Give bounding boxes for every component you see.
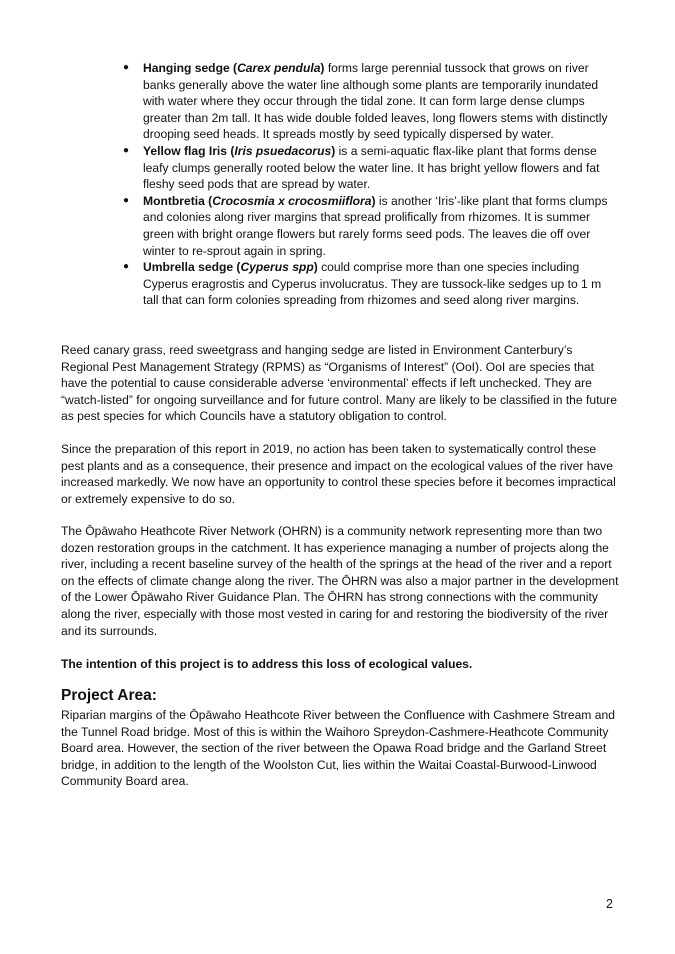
bullet-item-yellow-flag-iris xyxy=(113,143,618,193)
paragraph-ohrn: The Ōpāwaho Heathcote River Network (OHRN) is a community network representing more than two dozen restoration groups in the catchment. It has experience managing a number of projects along the river, including a recent baseline survey of the health of the springs at the head of the river and a report on the effects of climate change along the river. The ŌHRN was also a major partner in the development of the Lower Ōpāwaho River Guidance Plan. The ŌHRN has strong connections with the community along the river, especially with those most vested in caring for and restoring the biodiversity of the river and its surrounds. xyxy=(61,524,619,638)
bullet-icon: ● xyxy=(123,194,130,206)
species-description: is another ‘Iris’-like plant that forms clumps and colonies along river margins that spread prolifically from rhizomes. It is summer green with bright orange flowers but rarely forms seed pods. The leaves die off over winter to re-sprout again in spring. xyxy=(143,193,608,258)
bullet-item-montbretia xyxy=(113,193,618,259)
species-name: Umbrella sedge (Cyperus spp) xyxy=(143,260,318,275)
paragraph-since-2019: Since the preparation of this report in 2019, no action has been taken to systematically control these pest plants and as a consequence, their presence and impact on the ecological values of the river have increased markedly. We now have an opportunity to control these species before it becomes impractical or extremely expensive to do so. xyxy=(61,442,616,506)
species-description: could comprise more than one species including Cyperus eragrostis and Cyperus involucratus. They are tussock-like sedges up to 1 m tall that can form colonies spreading from rhizomes and seed along river margins. xyxy=(143,260,602,308)
species-name: Montbretia (Crocosmia x crocosmiiflora) xyxy=(143,193,376,208)
project-area-heading: Project Area: xyxy=(61,687,157,704)
page-number: 2 xyxy=(606,897,613,911)
paragraph-rpms: Reed canary grass, reed sweetgrass and hanging sedge are listed in Environment Canterbury’s Regional Pest Management Strategy (RPMS) as “Organisms of Interest” (OoI). OoI are species that have the potential to cause considerable adverse ‘environmental’ effects if left unchecked. They are “watch-listed” for ongoing surveillance and for future control. Many are likely to be classified in the future as pest species for which Councils have a statutory obligation to control. xyxy=(61,343,617,424)
bullet-icon: ● xyxy=(123,62,130,73)
intention-statement: The intention of this project is to address this loss of ecological values. xyxy=(61,657,473,671)
species-description: forms large perennial tussock that grows on river banks generally above the water line although some plants are temporarily inundated with water where they occur through the tidal zone. It can form large dense clumps greater than 2m tall. It has wide double folded leaves, long flowers stems with distinctly drooping seed heads. It spreads mostly by seed typically dispersed by water. xyxy=(143,61,608,142)
bullet-item-hanging-sedge xyxy=(113,60,618,143)
bullet-icon: ● xyxy=(123,144,130,156)
bullet-icon: ● xyxy=(123,261,130,273)
bullet-item-umbrella-sedge xyxy=(113,259,618,309)
species-name: Yellow flag Iris (Iris psuedacorus) xyxy=(143,143,336,158)
project-area-text: Riparian margins of the Ōpāwaho Heathcote River between the Confluence with Cashmere Stream and the Tunnel Road bridge. Most of this is within the Waihoro Spreydon-Cashmere-Heathcote Community Board area. However, the section of the river between the Opawa Road bridge and the Garland Street bridge, in addition to the length of the Woolston Cut, lies within the Waitai Coastal-Burwood-Linwood Community Board area. xyxy=(61,708,615,789)
species-description: is a semi-aquatic flax-like plant that forms dense leafy clumps generally rooted below the water line. It has bright yellow flowers and fat fleshy seed pods that are spread by water. xyxy=(143,143,600,192)
species-name: Hanging sedge (Carex pendula) xyxy=(143,61,325,75)
species-bullet-list xyxy=(113,60,618,309)
